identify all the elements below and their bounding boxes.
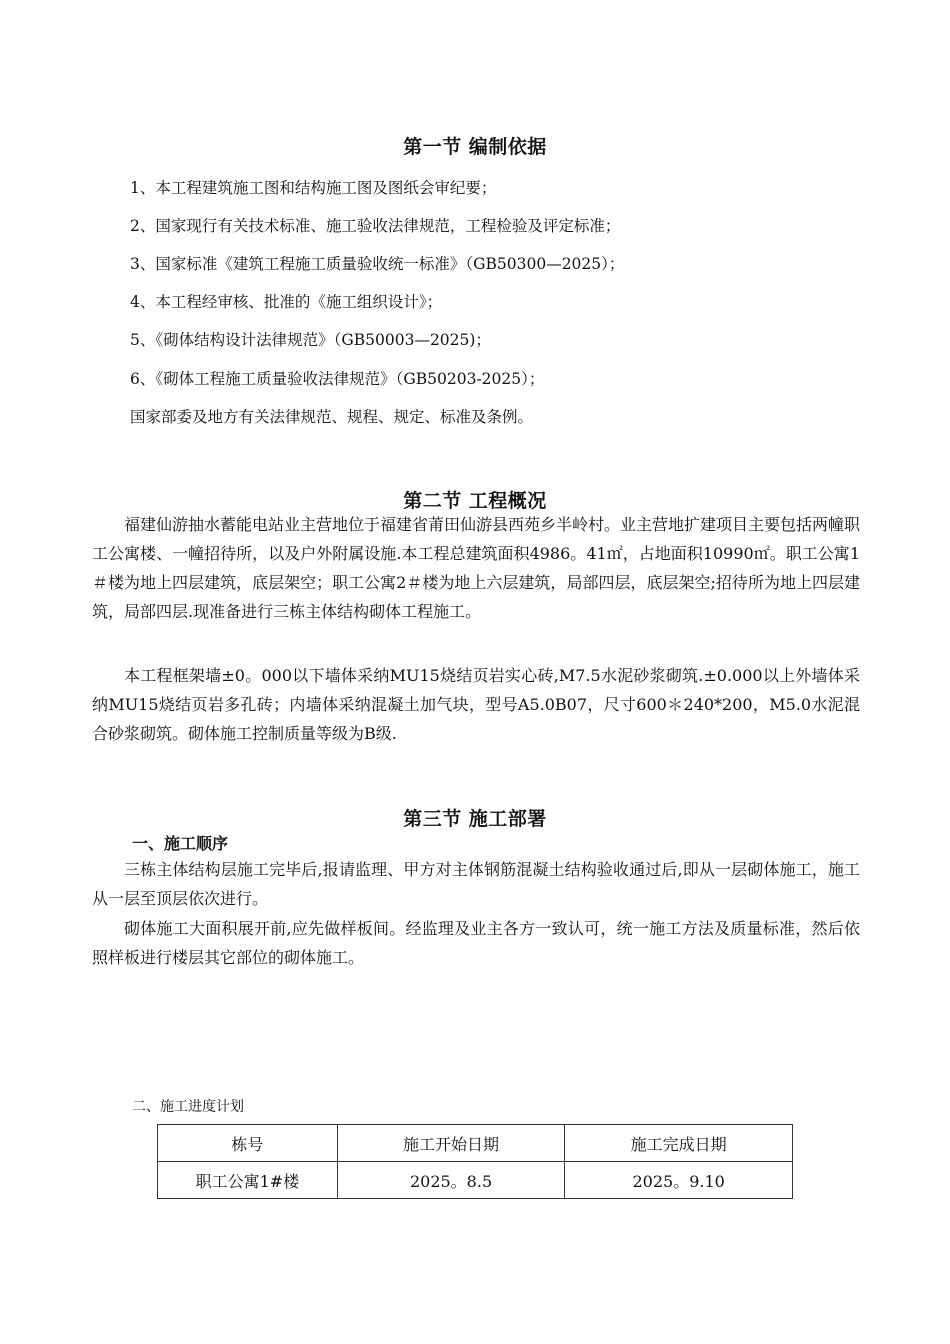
column-header: 施工完成日期 (565, 1125, 793, 1162)
overview-paragraph-2: 本工程框架墙±0。000以下墙体采纳MU15烧结页岩实心砖,M7.5水泥砂浆砌筑.±0.000以上外墙体采纳MU15烧结页岩多孔砖；内墙体采纳混凝土加气块，型号A5.0B07，尺寸600＊240*200，M5.0水泥混合砂浆砌筑。砌体施工控制质量等级为B级. (92, 666, 860, 743)
basis-item-3: 3、国家标准《建筑工程施工质量验收统一标准》（GB50300—2025）； (130, 255, 625, 273)
column-header: 施工开始日期 (337, 1125, 565, 1162)
table-row (158, 1162, 793, 1199)
basis-item-4: 4、本工程经审核、批准的《施工组织设计》； (130, 293, 443, 311)
section3-title: 第三节 施工部署 (403, 808, 547, 830)
table-cell: 职工公寓1#楼 (158, 1162, 338, 1199)
section2-title: 第二节 工程概况 (403, 490, 547, 512)
construction-order-heading: 一、施工顺序 (132, 834, 229, 853)
table-cell: 2025。9.10 (565, 1162, 793, 1199)
column-header: 栋号 (158, 1125, 338, 1162)
table-cell: 2025。8.5 (337, 1162, 565, 1199)
basis-item-6: 6、《砌体工程施工质量验收法律规范》（GB50203-2025）； (130, 370, 545, 388)
schedule-heading: 二、施工进度计划 (132, 1099, 244, 1115)
schedule-table (157, 1124, 793, 1199)
order-paragraph-1: 三栋主体结构层施工完毕后,报请监理、甲方对主体钢筋混凝土结构验收通过后,即从一层砌体施工，施工从一层至顶层依次进行。 (92, 860, 860, 908)
basis-item-2: 2、国家现行有关技术标准、施工验收法律规范，工程检验及评定标准； (130, 217, 621, 235)
table-header-row (158, 1125, 793, 1162)
basis-item-1: 1、本工程建筑施工图和结构施工图及图纸会审纪要； (130, 179, 497, 197)
basis-item-5: 5、《砌体结构设计法律规范》（GB50003—2025)； (130, 331, 491, 349)
order-paragraph-2: 砌体施工大面积展开前,应先做样板间。经监理及业主各方一致认可，统一施工方法及质量标准，然后依照样板进行楼层其它部位的砌体施工。 (92, 919, 860, 967)
section1-title: 第一节 编制依据 (403, 136, 547, 158)
basis-item-7: 国家部委及地方有关法律规范、规程、规定、标准及条例。 (130, 408, 534, 426)
overview-paragraph-1: 福建仙游抽水蓄能电站业主营地位于福建省莆田仙游县西苑乡半岭村。业主营地扩建项目主要包括两幢职工公寓楼、一幢招待所，以及户外附属设施.本工程总建筑面积4986。41㎡，占地面积10990㎡。职工公寓1＃楼为地上四层建筑，底层架空；职工公寓2＃楼为地上六层建筑，局部四层，底层架空;招待所为地上四层建筑，局部四层.现准备进行三栋主体结构砌体工程施工。 (92, 515, 861, 621)
